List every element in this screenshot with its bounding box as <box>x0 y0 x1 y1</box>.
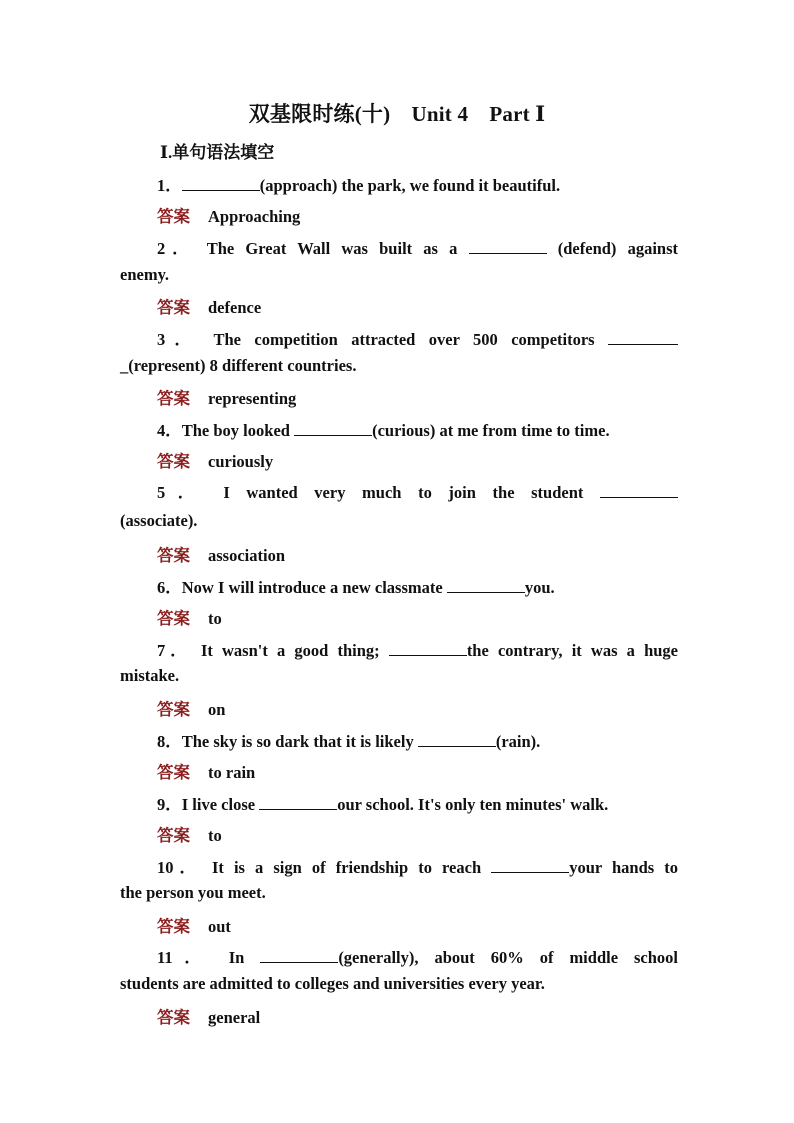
answer-label: 答案 <box>157 1008 190 1027</box>
answer-blank[interactable] <box>491 858 569 873</box>
question-text: The competition attracted over 500 competitors <box>213 330 609 349</box>
answer-blank[interactable] <box>389 641 467 656</box>
answer-label: 答案 <box>157 763 190 782</box>
answer-text: to rain <box>208 763 256 782</box>
question-text: I live close <box>181 795 260 814</box>
question-5 <box>157 479 678 503</box>
answer-3 <box>157 385 296 409</box>
section-heading: Ⅰ.单句语法填空 <box>160 143 275 162</box>
question-5-cont: (associate). <box>120 511 198 530</box>
question-text: In <box>228 948 261 967</box>
answer-label: 答案 <box>157 452 190 471</box>
answer-blank[interactable] <box>260 948 338 963</box>
question-number: 8． <box>157 732 182 751</box>
question-6 <box>157 574 555 598</box>
question-number: 7． <box>157 641 192 660</box>
question-text: Now I will introduce a new classmate <box>181 578 447 597</box>
question-text: I wanted very much to join the student <box>223 483 601 502</box>
answer-label: 答案 <box>157 546 190 565</box>
answer-text: association <box>208 546 286 565</box>
answer-blank[interactable] <box>447 578 525 593</box>
question-11 <box>157 944 678 968</box>
answer-8 <box>157 759 255 783</box>
answer-10 <box>157 913 231 937</box>
answer-blank[interactable] <box>182 176 260 191</box>
answer-text: defence <box>208 298 262 317</box>
answer-blank[interactable] <box>294 421 372 436</box>
answer-blank[interactable] <box>259 795 337 810</box>
question-9 <box>157 791 608 815</box>
answer-4 <box>157 448 273 472</box>
question-number: 4． <box>157 421 182 440</box>
question-text: the contrary, it was a huge <box>466 641 678 660</box>
answer-label: 答案 <box>157 207 190 226</box>
question-text: your hands to <box>569 858 678 877</box>
answer-11 <box>157 1004 260 1028</box>
question-text: (generally), about 60% of middle school <box>338 948 678 967</box>
answer-label: 答案 <box>157 389 190 408</box>
question-1 <box>157 172 560 196</box>
question-number: 9． <box>157 795 182 814</box>
question-7-cont: mistake. <box>120 666 180 685</box>
answer-blank[interactable] <box>608 330 678 345</box>
answer-text: general <box>208 1008 261 1027</box>
question-7 <box>157 637 678 661</box>
page-title: 双基限时练(十) Unit 4 Part Ⅰ <box>248 102 546 126</box>
question-text: (approach) the park, we found it beautiful. <box>259 176 561 195</box>
answer-blank[interactable] <box>418 732 496 747</box>
question-number: 1． <box>157 176 182 195</box>
answer-6 <box>157 605 222 629</box>
question-text: The sky is so dark that it is likely <box>181 732 418 751</box>
question-4 <box>157 417 610 441</box>
answer-blank[interactable] <box>600 483 678 498</box>
question-number: 10． <box>157 858 202 877</box>
answer-2 <box>157 294 261 318</box>
question-number: 2． <box>157 239 196 258</box>
question-text: The Great Wall was built as a <box>206 239 469 258</box>
question-text: The boy looked <box>181 421 295 440</box>
answer-text: to <box>208 609 222 628</box>
answer-label: 答案 <box>157 609 190 628</box>
answer-label: 答案 <box>157 700 190 719</box>
question-text: (rain). <box>495 732 541 751</box>
answer-label: 答案 <box>157 826 190 845</box>
question-2 <box>157 235 678 259</box>
question-text: (defend) against <box>557 239 679 258</box>
answer-text: curiously <box>208 452 274 471</box>
answer-text: on <box>208 700 226 719</box>
answer-text: representing <box>208 389 297 408</box>
answer-blank[interactable] <box>469 239 547 254</box>
question-11-cont: students are admitted to colleges and universities every year. <box>120 974 545 993</box>
question-8 <box>157 728 540 752</box>
answer-7 <box>157 696 225 720</box>
question-text: It wasn't a good thing; <box>200 641 389 660</box>
answer-text: to <box>208 826 222 845</box>
question-text: our school. It's only ten minutes' walk. <box>337 795 609 814</box>
question-text: It is a sign of friendship to reach <box>211 858 492 877</box>
question-number: 6． <box>157 578 182 597</box>
answer-text: Approaching <box>208 207 301 226</box>
answer-text: out <box>208 917 231 936</box>
question-10 <box>157 854 678 878</box>
question-number: 11． <box>157 948 213 967</box>
question-text: (curious) at me from time to time. <box>372 421 610 440</box>
question-3 <box>157 326 678 350</box>
question-3-cont: _(represent) 8 different countries. <box>120 356 357 375</box>
answer-label: 答案 <box>157 917 190 936</box>
question-10-cont: the person you meet. <box>120 883 266 902</box>
question-2-cont: enemy. <box>120 265 170 284</box>
answer-9 <box>157 822 222 846</box>
answer-1 <box>157 203 300 227</box>
question-number: 5． <box>157 483 207 502</box>
question-number: 3． <box>157 330 201 349</box>
question-text: you. <box>524 578 555 597</box>
answer-label: 答案 <box>157 298 190 317</box>
answer-5 <box>157 542 285 566</box>
